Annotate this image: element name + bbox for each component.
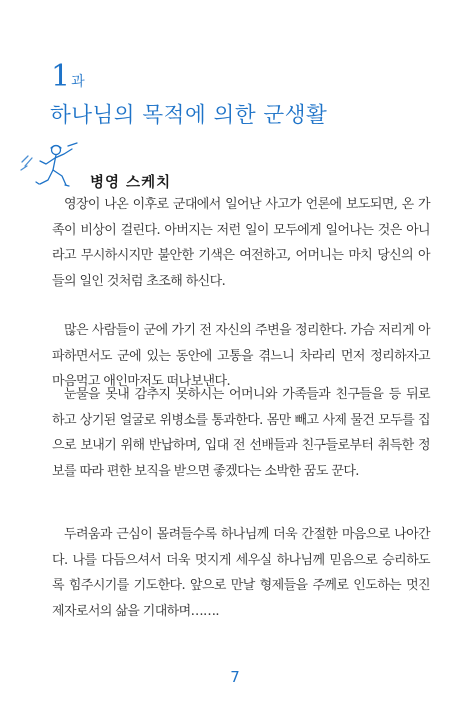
body-paragraph-1: 영장이 나온 이후로 군대에서 일어난 사고가 언론에 보도되면, 온 가족이 비상이 걸린다. 아버지는 저런 일이 모두에게 일어나는 것은 아니라고 무시하시지만 불안한 기색은 여전하고, 어머니는 마치 당신의 아들의 일인 것처럼 초조해 하신다. <box>52 197 430 289</box>
page-number: 7 <box>230 668 240 686</box>
body-paragraph-2: 많은 사람들이 군에 가기 전 자신의 주변을 정리한다. 가슴 저리게 아파하면서도 군에 있는 동안에 고통을 겪느니 차라리 먼저 정리하자고 마음먹고 애인마저도 떠나보낸다. <box>52 323 430 389</box>
lesson-number-digit: 1 <box>51 59 71 94</box>
lesson-number-unit: 과 <box>71 74 85 90</box>
body-paragraph-4: 두려움과 근심이 몰려들수록 하나님께 더욱 간절한 마음으로 나아간다. 나를 다듬으셔서 더욱 멋지게 세우실 하나님께 믿음으로 승리하도록 힘주시기를 기도한다. 앞으로 만날 형제들을 주께로 인도하는 멋진 제자로서의 삶을 기대하며……. <box>52 527 430 619</box>
lesson-title: 하나님의 목적에 의한 군생활 <box>50 103 328 128</box>
body-paragraph-3: 눈물을 못내 감추지 못하시는 어머니와 가족들과 친구들을 등 뒤로 하고 상기된 얼굴로 위병소를 통과한다. 몸만 빼고 사제 물건 모두를 집으로 보내기 위해 반납하며, 입대 전 선배들과 친구들로부터 취득한 정보를 따라 편한 보직을 받으면 좋겠다는 소박한 꿈도 꾼다. <box>52 387 430 479</box>
section-heading: 병영 스케치 <box>90 175 172 191</box>
running-soldier-icon <box>18 140 88 196</box>
lesson-number <box>51 59 85 94</box>
